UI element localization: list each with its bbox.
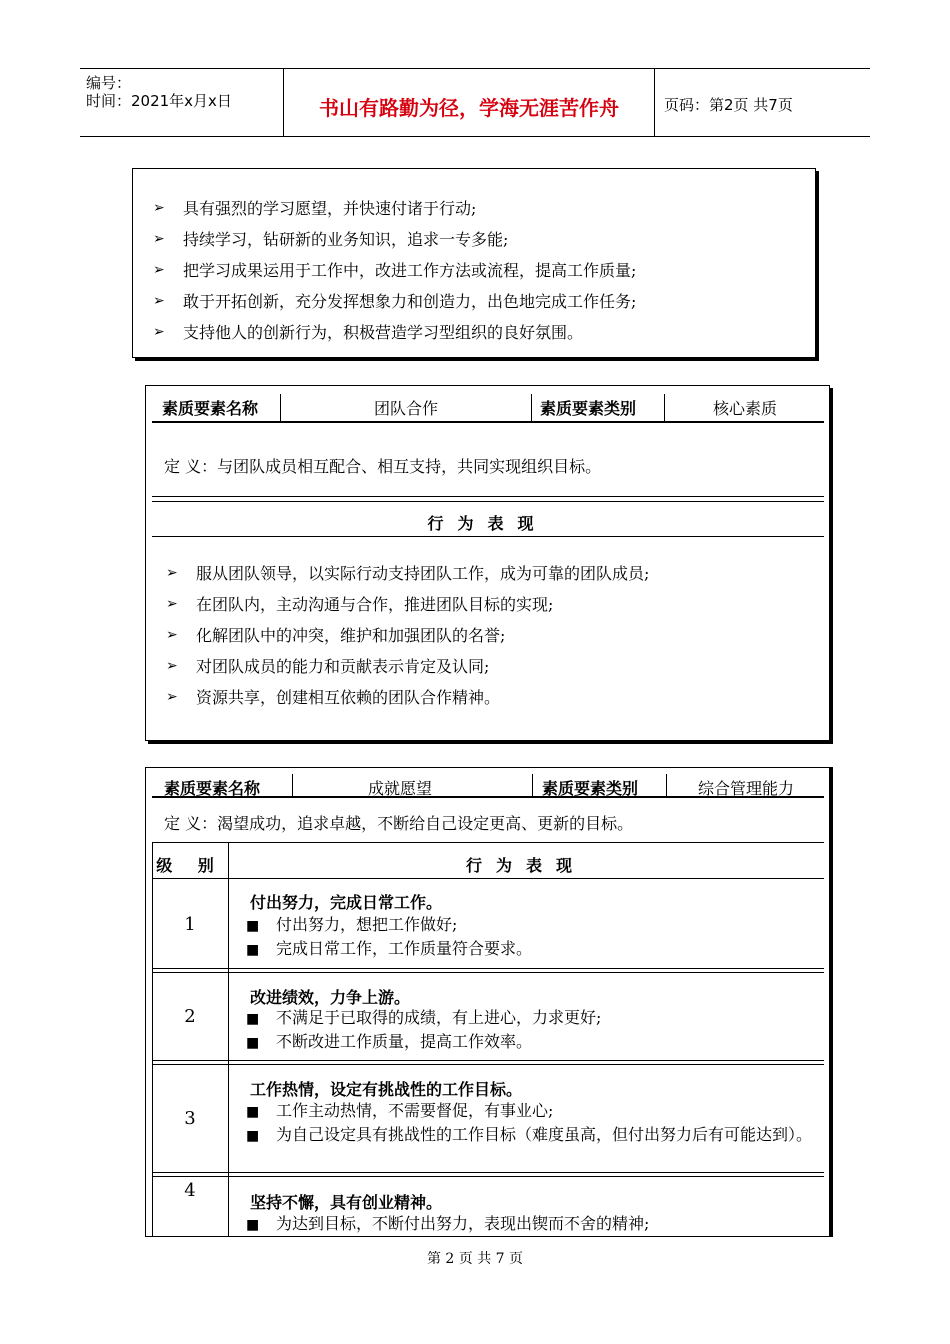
list-item: ➢ 敢于开拓创新，充分发挥想象力和创造力，出色地完成工作任务; (147, 286, 636, 317)
arrow-bullet-icon: ➢ (166, 565, 178, 581)
level-number: 3 (184, 1108, 196, 1129)
level-item: ■ 为达到目标，不断付出努力，表现出锲而不舍的精神; (246, 1212, 649, 1237)
header-top-rule (80, 68, 870, 69)
square-bullet-icon: ■ (246, 942, 260, 958)
arrow-bullet-icon: ➢ (153, 262, 165, 278)
row-rule (152, 1172, 824, 1173)
name-value: 成就愿望 (367, 779, 432, 798)
page-footer: 第 2 页 共 7 页 (426, 1251, 524, 1267)
page-label: 页码：第2页 共7页 (664, 96, 793, 114)
arrow-bullet-icon: ➢ (166, 689, 178, 705)
row-rule (152, 1064, 824, 1065)
header-bottom-rule (80, 136, 870, 137)
list-item: ➢ 支持他人的创新行为，积极营造学习型组织的良好氛围。 (147, 317, 636, 348)
square-bullet-icon: ■ (246, 1128, 260, 1144)
row-rule (152, 501, 824, 502)
definition-text: 定 义：与团队成员相互配合、相互支持，共同实现组织目标。 (164, 457, 602, 476)
name-label: 素质要素名称 (162, 399, 259, 418)
list-item: ➢ 化解团队中的冲突，维护和加强团队的名誉; (160, 620, 649, 651)
square-bullet-icon: ■ (246, 1104, 260, 1120)
row-rule (152, 842, 824, 843)
learning-box (132, 168, 816, 358)
teamwork-list (160, 558, 649, 713)
row-rule (152, 878, 824, 879)
row-rule (152, 972, 824, 973)
level-number: 1 (184, 914, 196, 935)
arrow-bullet-icon: ➢ (166, 627, 178, 643)
list-item: ➢ 把学习成果运用于工作中，改进工作方法或流程，提高工作质量; (147, 255, 636, 286)
level-header: 级 别 (156, 856, 224, 875)
row-rule (152, 1176, 824, 1177)
row-rule (152, 536, 824, 537)
list-item: ➢ 在团队内，主动沟通与合作，推进团队目标的实现; (160, 589, 649, 620)
list-item: ➢ 资源共享，创建相互依赖的团队合作精神。 (160, 682, 649, 713)
name-label: 素质要素名称 (164, 779, 261, 798)
category-label: 素质要素类别 (542, 779, 639, 798)
level-title: 改进绩效，力争上游。 (250, 988, 411, 1007)
level-item: ■ 为自己设定具有挑战性的工作目标（难度虽高，但付出努力后有可能达到）。 (246, 1123, 836, 1148)
row-rule (152, 496, 824, 497)
square-bullet-icon: ■ (246, 918, 260, 934)
list-item: ➢ 具有强烈的学习愿望，并快速付诸于行动; (147, 193, 636, 224)
level-title: 坚持不懈，具有创业精神。 (250, 1193, 443, 1212)
list-item: ➢ 对团队成员的能力和贡献表示肯定及认同; (160, 651, 649, 682)
list-item: ➢ 服从团队领导，以实际行动支持团队工作，成为可靠的团队成员; (160, 558, 649, 589)
row-rule (152, 796, 824, 798)
row-rule (152, 1060, 824, 1061)
level-item: ■ 工作主动热情，不需要督促，有事业心; (246, 1099, 553, 1124)
time-label: 时间：2021年x月x日 (86, 92, 232, 110)
level-title: 付出努力，完成日常工作。 (250, 893, 443, 912)
header-divider (283, 68, 284, 136)
arrow-bullet-icon: ➢ (153, 324, 165, 340)
level-title: 工作热情，设定有挑战性的工作目标。 (250, 1080, 523, 1099)
arrow-bullet-icon: ➢ (166, 596, 178, 612)
level-item: ■ 不断改进工作质量，提高工作效率。 (246, 1030, 532, 1055)
cell-divider (532, 774, 533, 798)
row-rule (152, 968, 824, 969)
behavior-header: 行为表现 (465, 856, 586, 875)
level-item: ■ 不满足于已取得的成绩，有上进心，力求更好; (246, 1006, 601, 1031)
arrow-bullet-icon: ➢ (166, 658, 178, 674)
square-bullet-icon: ■ (246, 1035, 260, 1051)
level-number: 4 (184, 1180, 196, 1201)
category-label: 素质要素类别 (540, 399, 637, 418)
category-value: 综合管理能力 (697, 779, 794, 798)
list-item: ➢ 持续学习，钻研新的业务知识，追求一专多能; (147, 224, 636, 255)
level-number: 2 (184, 1006, 196, 1027)
achievement-box (145, 767, 830, 1237)
square-bullet-icon: ■ (246, 1217, 260, 1233)
header-divider (654, 68, 655, 136)
header-motto: 书山有路勤为径，学海无涯苦作舟 (319, 96, 619, 120)
number-label: 编号： (86, 74, 132, 92)
row-rule (152, 421, 824, 423)
level-item: ■ 完成日常工作，工作质量符合要求。 (246, 937, 532, 962)
category-value: 核心素质 (712, 399, 777, 418)
definition-text: 定 义：渴望成功，追求卓越，不断给自己设定更高、更新的目标。 (164, 814, 634, 833)
cell-divider (531, 394, 532, 422)
square-bullet-icon: ■ (246, 1011, 260, 1027)
arrow-bullet-icon: ➢ (153, 231, 165, 247)
arrow-bullet-icon: ➢ (153, 293, 165, 309)
name-value: 团队合作 (373, 399, 438, 418)
behavior-header: 行为表现 (427, 514, 548, 533)
level-item: ■ 付出努力，想把工作做好; (246, 913, 457, 938)
teamwork-box (145, 385, 830, 741)
arrow-bullet-icon: ➢ (153, 200, 165, 216)
learning-list (147, 193, 636, 348)
